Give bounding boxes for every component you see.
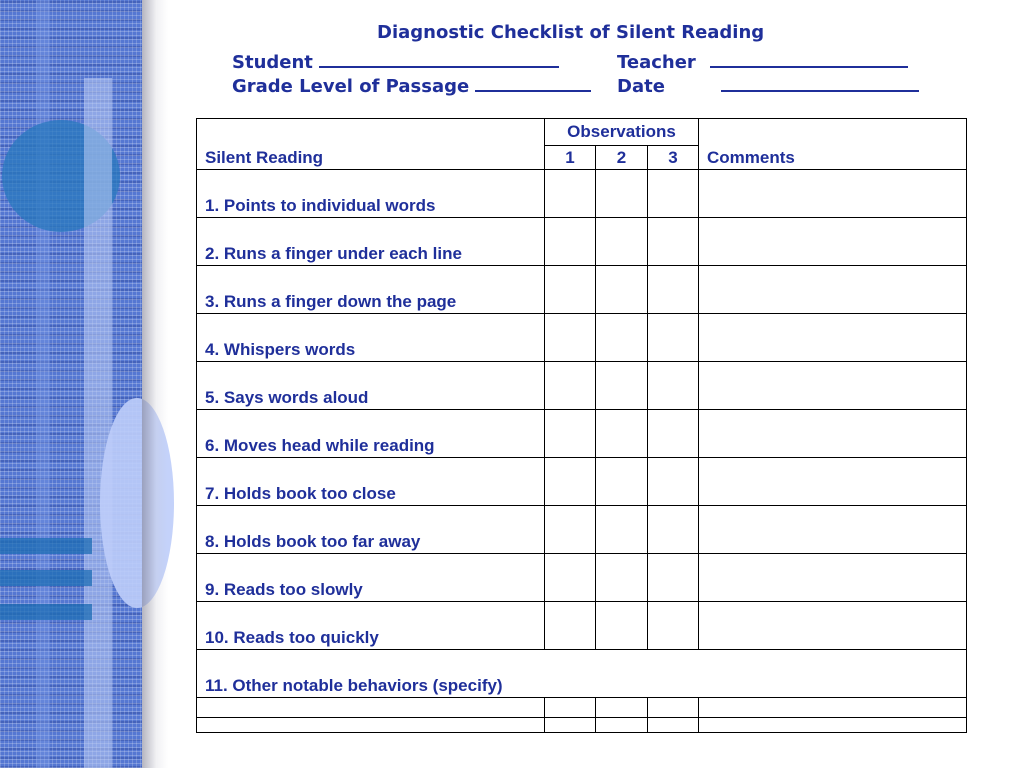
table-row-blank <box>197 718 967 733</box>
blank-item-cell[interactable] <box>197 698 545 718</box>
observation-cell[interactable] <box>545 410 596 458</box>
comment-cell[interactable] <box>699 602 967 650</box>
observation-cell[interactable] <box>596 170 648 218</box>
observation-cell[interactable] <box>545 698 596 718</box>
observation-cell[interactable] <box>545 266 596 314</box>
blank-item-cell[interactable] <box>197 718 545 733</box>
observation-cell[interactable] <box>648 554 699 602</box>
observation-cell[interactable] <box>648 718 699 733</box>
date-line <box>617 72 919 97</box>
student-label: Student <box>232 52 313 73</box>
observation-cell[interactable] <box>596 602 648 650</box>
comment-cell[interactable] <box>699 266 967 314</box>
observation-cell[interactable] <box>648 170 699 218</box>
observation-cell[interactable] <box>648 602 699 650</box>
date-blank <box>721 72 919 92</box>
observation-cell[interactable] <box>648 266 699 314</box>
item-label: 5. Says words aloud <box>197 362 545 410</box>
comment-cell[interactable] <box>699 362 967 410</box>
observation-cell[interactable] <box>648 314 699 362</box>
comment-cell[interactable] <box>699 506 967 554</box>
item-label: 4. Whispers words <box>197 314 545 362</box>
observation-cell[interactable] <box>648 218 699 266</box>
table-row <box>197 506 967 554</box>
table-header-row <box>197 119 967 146</box>
item-label-other: 11. Other notable behaviors (specify) <box>197 650 967 698</box>
comment-cell[interactable] <box>699 170 967 218</box>
student-line <box>232 48 559 73</box>
decorative-bar <box>0 570 92 586</box>
comment-cell[interactable] <box>699 218 967 266</box>
table-row <box>197 170 967 218</box>
col-header-observations: Observations <box>545 119 699 146</box>
observation-cell[interactable] <box>648 506 699 554</box>
page-title: Diagnostic Checklist of Silent Reading <box>377 22 765 43</box>
observation-cell[interactable] <box>596 314 648 362</box>
table-row <box>197 602 967 650</box>
decorative-bar <box>0 538 92 554</box>
comment-cell[interactable] <box>699 698 967 718</box>
observation-cell[interactable] <box>545 458 596 506</box>
decorative-side-band <box>0 0 142 768</box>
observation-cell[interactable] <box>648 698 699 718</box>
teacher-blank <box>710 48 908 68</box>
col-header-silent-reading: Silent Reading <box>197 119 545 170</box>
grade-label: Grade Level of Passage <box>232 76 470 97</box>
observation-cell[interactable] <box>648 410 699 458</box>
date-label: Date <box>617 76 665 97</box>
observation-cell[interactable] <box>596 458 648 506</box>
table-row <box>197 410 967 458</box>
decorative-stripe <box>36 0 50 768</box>
observation-number: 2 <box>596 146 648 170</box>
comment-cell[interactable] <box>699 410 967 458</box>
item-label: 7. Holds book too close <box>197 458 545 506</box>
col-header-comments: Comments <box>699 119 967 170</box>
observation-cell[interactable] <box>545 602 596 650</box>
item-label: 3. Runs a finger down the page <box>197 266 545 314</box>
observation-cell[interactable] <box>596 554 648 602</box>
student-blank <box>319 48 559 68</box>
table-row <box>197 266 967 314</box>
observation-cell[interactable] <box>596 506 648 554</box>
observation-cell[interactable] <box>596 698 648 718</box>
table-row <box>197 314 967 362</box>
observation-cell[interactable] <box>648 362 699 410</box>
observation-cell[interactable] <box>648 458 699 506</box>
comment-cell[interactable] <box>699 554 967 602</box>
observation-number: 1 <box>545 146 596 170</box>
decorative-shadow <box>142 0 168 768</box>
observation-cell[interactable] <box>545 554 596 602</box>
observation-cell[interactable] <box>545 218 596 266</box>
observation-cell[interactable] <box>545 362 596 410</box>
item-label: 1. Points to individual words <box>197 170 545 218</box>
observation-cell[interactable] <box>596 266 648 314</box>
item-label: 8. Holds book too far away <box>197 506 545 554</box>
comment-cell[interactable] <box>699 718 967 733</box>
table-row <box>197 458 967 506</box>
item-label: 9. Reads too slowly <box>197 554 545 602</box>
observation-cell[interactable] <box>545 314 596 362</box>
observation-cell[interactable] <box>596 218 648 266</box>
item-label: 6. Moves head while reading <box>197 410 545 458</box>
decorative-stripe <box>84 78 112 768</box>
table-row <box>197 554 967 602</box>
observation-cell[interactable] <box>545 170 596 218</box>
observation-cell[interactable] <box>545 718 596 733</box>
observation-cell[interactable] <box>596 410 648 458</box>
table-row <box>197 218 967 266</box>
table-row-blank <box>197 698 967 718</box>
observation-cell[interactable] <box>545 506 596 554</box>
comment-cell[interactable] <box>699 314 967 362</box>
grade-line <box>232 72 591 97</box>
teacher-line <box>617 48 908 73</box>
grade-blank <box>475 72 591 92</box>
teacher-label: Teacher <box>617 52 696 73</box>
decorative-bar <box>0 604 92 620</box>
item-label: 10. Reads too quickly <box>197 602 545 650</box>
table-row-other <box>197 650 967 698</box>
checklist-table <box>196 118 967 733</box>
table-row <box>197 362 967 410</box>
item-label: 2. Runs a finger under each line <box>197 218 545 266</box>
observation-cell[interactable] <box>596 718 648 733</box>
observation-number: 3 <box>648 146 699 170</box>
comment-cell[interactable] <box>699 458 967 506</box>
observation-cell[interactable] <box>596 362 648 410</box>
